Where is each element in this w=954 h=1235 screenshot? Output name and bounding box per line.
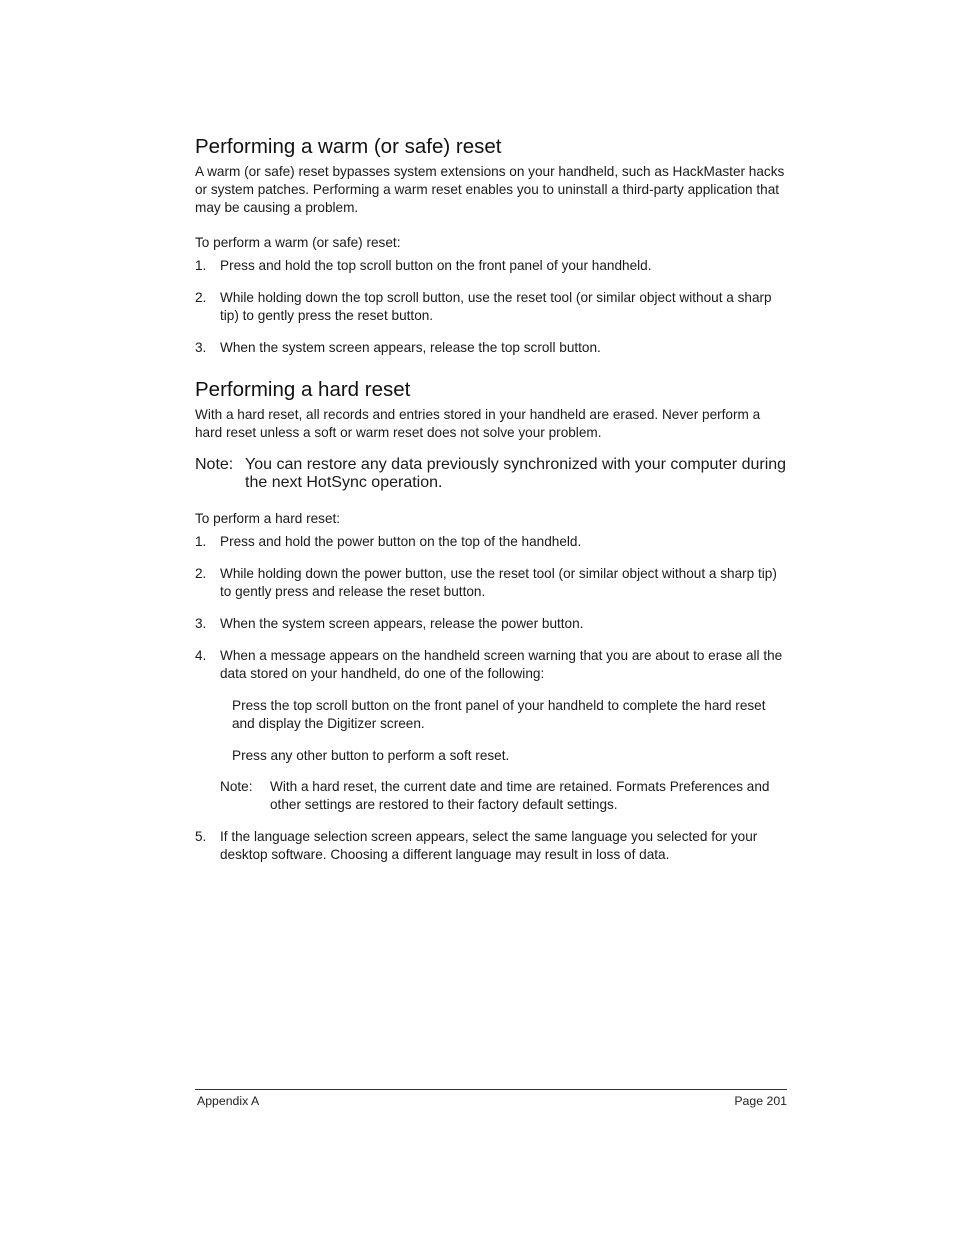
note-label: Note: bbox=[220, 779, 253, 794]
section-hard-reset bbox=[195, 377, 787, 864]
steps-list bbox=[195, 533, 787, 864]
intro-paragraph: A warm (or safe) reset bypasses system extensions on your handheld, such as HackMaster hacks or system patches. Performing a warm reset enables you to uninstall a third-party application that may be causing a problem. bbox=[195, 164, 785, 215]
step-item bbox=[195, 257, 787, 275]
step-item bbox=[195, 339, 787, 357]
step-item bbox=[195, 533, 787, 551]
step-item bbox=[195, 647, 787, 814]
step-item bbox=[195, 615, 787, 633]
footer-page-number: Page 201 bbox=[734, 1094, 787, 1108]
section-heading: Performing a warm (or safe) reset bbox=[195, 135, 502, 158]
step-number: 3. bbox=[195, 616, 207, 631]
sub-option: Press the top scroll button on the front panel of your handheld to complete the hard reset and display the Digitizer screen. bbox=[232, 698, 766, 731]
footer-chapter: Appendix A bbox=[197, 1094, 260, 1108]
note-text: With a hard reset, the current date and time are retained. Formats Preferences and other settings are restored to their factory default settings. bbox=[270, 779, 770, 812]
intro-paragraph: With a hard reset, all records and entries stored in your handheld are erased. Never perform a hard reset unless a soft or warm reset does not solve your problem. bbox=[195, 407, 761, 440]
step-number: 4. bbox=[195, 648, 207, 663]
steps-list bbox=[195, 257, 787, 357]
note-label: Note: bbox=[195, 456, 234, 473]
step-text: Press and hold the top scroll button on the front panel of your handheld. bbox=[220, 258, 652, 273]
step-item bbox=[195, 289, 787, 325]
note bbox=[195, 456, 787, 492]
page-footer bbox=[195, 1089, 787, 1109]
step-text: If the language selection screen appears, select the same language you selected for your desktop software. Choosing a different language may result in loss of data. bbox=[220, 829, 758, 862]
section-heading: Performing a hard reset bbox=[195, 378, 411, 401]
step-number: 1. bbox=[195, 534, 207, 549]
step-body bbox=[220, 647, 787, 814]
step-number: 1. bbox=[195, 258, 207, 273]
section-warm-reset bbox=[195, 134, 787, 357]
step-text: When a message appears on the handheld screen warning that you are about to erase all the data stored on your handheld, do one of the following: bbox=[220, 648, 783, 681]
note bbox=[220, 778, 787, 814]
step-item bbox=[195, 828, 787, 864]
step-number: 3. bbox=[195, 340, 207, 355]
step-item bbox=[195, 565, 787, 601]
step-text: While holding down the power button, use the reset tool (or similar object without a sharp tip) to gently press and release the reset button. bbox=[220, 566, 777, 599]
step-number: 2. bbox=[195, 290, 207, 305]
procedure-title: To perform a hard reset: bbox=[195, 511, 341, 526]
step-text: When the system screen appears, release the power button. bbox=[220, 616, 584, 631]
step-number: 2. bbox=[195, 566, 207, 581]
sub-option: Press any other button to perform a soft reset. bbox=[232, 748, 510, 763]
note-text: You can restore any data previously synchronized with your computer during the next HotSync operation. bbox=[245, 456, 787, 491]
page-content bbox=[195, 134, 787, 878]
step-text: Press and hold the power button on the top of the handheld. bbox=[220, 534, 582, 549]
step-text: When the system screen appears, release the top scroll button. bbox=[220, 340, 601, 355]
step-text: While holding down the top scroll button, use the reset tool (or similar object without a sharp tip) to gently press the reset button. bbox=[220, 290, 772, 323]
step-number: 5. bbox=[195, 829, 207, 844]
procedure-title: To perform a warm (or safe) reset: bbox=[195, 235, 401, 250]
